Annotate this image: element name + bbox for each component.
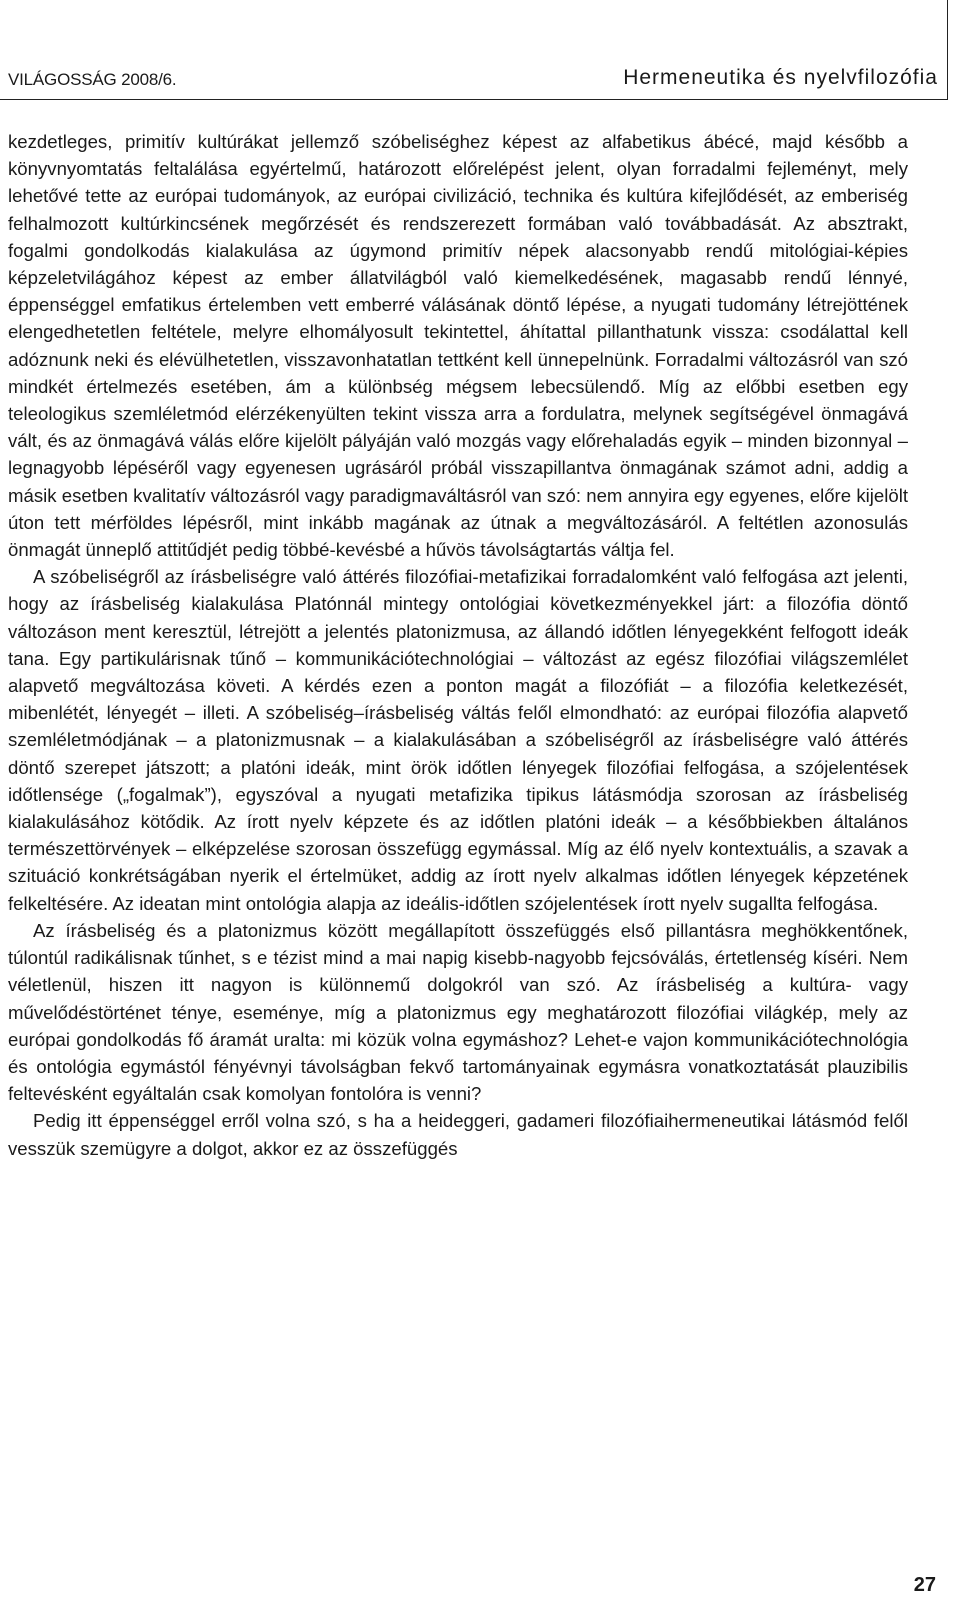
header-vertical-rule — [947, 0, 948, 100]
journal-title: VILÁGOSSÁG 2008/6. — [8, 70, 177, 89]
header-divider — [0, 99, 948, 100]
paragraph-4: Pedig itt éppenséggel erről volna szó, s ha a heideggeri, gadameri filozófiaihermeneutikai látásmód felől vesszük szemügyre a dolgot, akkor ez az összefüggés — [8, 1110, 908, 1159]
article-body — [8, 128, 908, 1162]
page-number: 27 — [913, 1574, 936, 1596]
paragraph-2: A szóbeliségről az írásbeliségre való áttérés filozófiai-metafizikai forradalomként való felfogása azt jelenti, hogy az írásbeliség kialakulása Platónnál mintegy ontológiai következményekkel járt: a filozófia döntő változáson ment keresztül, létrejött a jelentés platonizmusa, az állandó időtlen lényegekként felfogott ideák tana. Egy partikulárisnak tűnő – kommunikációtechnológiai – változást az egész filozófiai világszemlélet alapvető megváltozása követi. A kérdés ezen a ponton magát a filozófiát – a filozófia keletkezését, mibenlétét, lényegét – illeti. A szóbeliség–írásbeliség váltás felől elmondható: az európai filozófia alapvető szemléletmódjának – a platonizmusnak – a kialakulásában a szóbeliségről az írásbeliségre való áttérés döntő szerepet játszott; a platóni ideák, mint örök időtlen lényegek filozófiai felfogása, a szójelentések időtlensége („fogalmak”), egyszóval a nyugati metafizika tipikus látásmódja szorosan az írásbeliség kialakulásához kötődik. Az írott nyelv képzete és az időtlen platóni ideák – a későbbiekben általános természettörvények – elképzelése szorosan összefügg egymással. Míg az élő nyelv kontextuális, a szavak a szituáció konkrétságában nyerik el értelmüket, addig az írott nyelv alkalmas időtlen lényegek képzetének felkeltésére. Az ideatan mint ontológia alapja az ideális-időtlen szójelentések írott nyelv sugallta felfogása. — [8, 566, 908, 914]
section-title: Hermeneutika és nyelvfilozófia — [623, 66, 938, 89]
paragraph-1: kezdetleges, primitív kultúrákat jellemző szóbeliséghez képest az alfabetikus ábécé, majd később a könyvnyomtatás feltalálása egyértelmű, határozott előrelépést jelent, olyan forradalmi fejleményt, mely lehetővé tette az európai tudományok, az európai civilizáció, technika és kultúra kifejlődését, az emberiség felhalmozott kultúrkincsének megőrzését és rendszerezett formában való továbbadását. Az absztrakt, fogalmi gondolkodás kialakulása az úgymond primitív népek alacsonyabb rendű mitológiai-képies képzeletvilágához képest az ember állatvilágból való kiemelkedésének, magasabb rendű lénnyé, éppenséggel emfatikus értelemben vett emberré válásának döntő lépése, a nyugati tudomány létrejöttének elengedhetetlen feltétele, melyre elhomályosult tekintettel, áhítattal pillanthatunk vissza: csodálattal kell adóznunk neki és elévülhetetlen, visszavonhatatlan tettként kell ünnepelnünk. Forradalmi változásról van szó mindkét értelmezés esetében, ám a különbség mégsem lebecsülendő. Míg az előbbi esetben egy teleologikus szemléletmód elérzékenyülten tekint vissza arra a fordulatra, melynek segítségével önmagává vált, és az önmagává válás előre kijelölt pályáján való mozgás vagy előrehaladás egyik – minden bizonnyal – legnagyobb lépéséről vagy egyenesen ugrásáról próbál visszapillantva önmagának számot adni, addig a másik esetben kvalitatív változásról vagy paradigmaváltásról van szó: nem annyira egy egyenes, előre kijelölt úton tett mérföldes lépésről, mint inkább magának az útnak a megváltozásáról. A feltétlen azonosulás önmagát ünneplő attitűdjét pedig többé-kevésbé a hűvös távolságtartás váltja fel. — [8, 131, 908, 561]
paragraph-3: Az írásbeliség és a platonizmus között megállapított összefüggés első pillantásra meghökkentőnek, túlontúl radikálisnak tűnhet, s e tézist mind a mai napig kisebb-nagyobb fejcsóválás, értetlenség kíséri. Nem véletlenül, hiszen itt nagyon is különnemű dolgokról van szó. Az írásbeliség a kultúra- vagy művelődéstörténet ténye, eseménye, míg a platonizmus egy meghatározott filozófiai világkép, mely az európai gondolkodás fő áramát uralta: mi közük volna egymáshoz? Lehet-e vajon kommunikációtechnológia és ontológia egymástól fényévnyi távolságban fekvő tartományainak egymásra vonatkoztatását plauzibilis feltevésként egyáltalán csak komolyan fontolóra is venni? — [8, 919, 908, 1105]
